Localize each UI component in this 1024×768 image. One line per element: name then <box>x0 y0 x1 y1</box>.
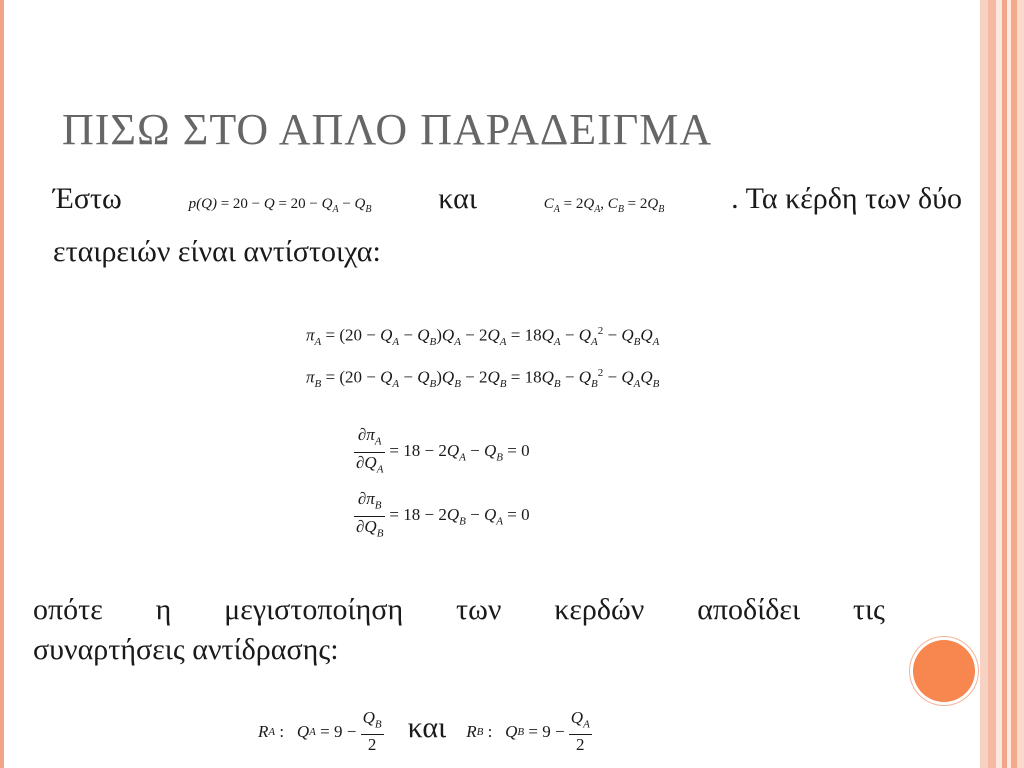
reaction-word-kai: και <box>407 710 447 744</box>
conclusion-word: των <box>456 593 502 626</box>
conclusion-word: αποδίδει <box>697 593 801 626</box>
conclusion-line-1 <box>33 590 885 630</box>
profit-equations <box>306 320 660 391</box>
intro-line-2: εταιρειών είναι αντίστοιχα: <box>53 235 381 268</box>
intro-word-kai: και <box>438 182 477 215</box>
cost-equation: $C_A = 2Q_A$, $C_B = 2Q_B$ <box>543 196 665 215</box>
foc-b: $\frac{\partial\pi_B}{\partial Q_B}$ = $18 - 2Q_B - Q_A = 0$ <box>356 489 530 539</box>
left-border-rule <box>0 0 4 768</box>
reaction-function-a: R A : Q A = 9 − $\frac{Q_B}{2}$ <box>258 708 382 755</box>
conclusion-word: κερδών <box>554 593 645 626</box>
intro-word-esto: Έστω <box>53 182 122 215</box>
conclusion-paragraph <box>33 590 885 670</box>
intro-after-costs: . Τα κέρδη των δύο <box>731 182 962 215</box>
accent-circle <box>913 640 975 702</box>
profit-equation-a: $\pi_A = (20 - Q_A - Q_B)Q_A - 2Q_A = 18Q_A - Q_A^2 - Q_BQ_A$ <box>306 325 660 349</box>
conclusion-line-2: συναρτήσεις αντίδρασης: <box>33 633 339 666</box>
slide-title: ΠΙΣΩ ΣΤΟ ΑΠΛΟ ΠΑΡΑΔΕΙΓΜΑ <box>62 105 713 154</box>
demand-equation: $p(Q) = 20 - Q = 20 - Q_A - Q_B$ <box>188 196 372 215</box>
first-order-conditions <box>354 420 530 548</box>
reaction-functions <box>258 708 596 755</box>
reaction-function-b: R B : Q B = 9 − $\frac{Q_A}{2}$ <box>466 708 590 755</box>
intro-line-1 <box>53 178 962 231</box>
foc-a: $\frac{\partial\pi_A}{\partial Q_A}$ = $18 - 2Q_A - Q_B = 0$ <box>356 425 530 475</box>
conclusion-word: η <box>155 593 172 626</box>
conclusion-word: τις <box>852 593 885 626</box>
conclusion-word: οπότε <box>33 593 103 626</box>
intro-paragraph <box>53 178 962 273</box>
conclusion-word: μεγιστοποίηση <box>224 593 404 626</box>
right-decorative-stripes <box>980 0 1024 768</box>
profit-equation-b: $\pi_B = (20 - Q_A - Q_B)Q_B - 2Q_B = 18Q_B - Q_B^2 - Q_AQ_B$ <box>306 367 660 391</box>
